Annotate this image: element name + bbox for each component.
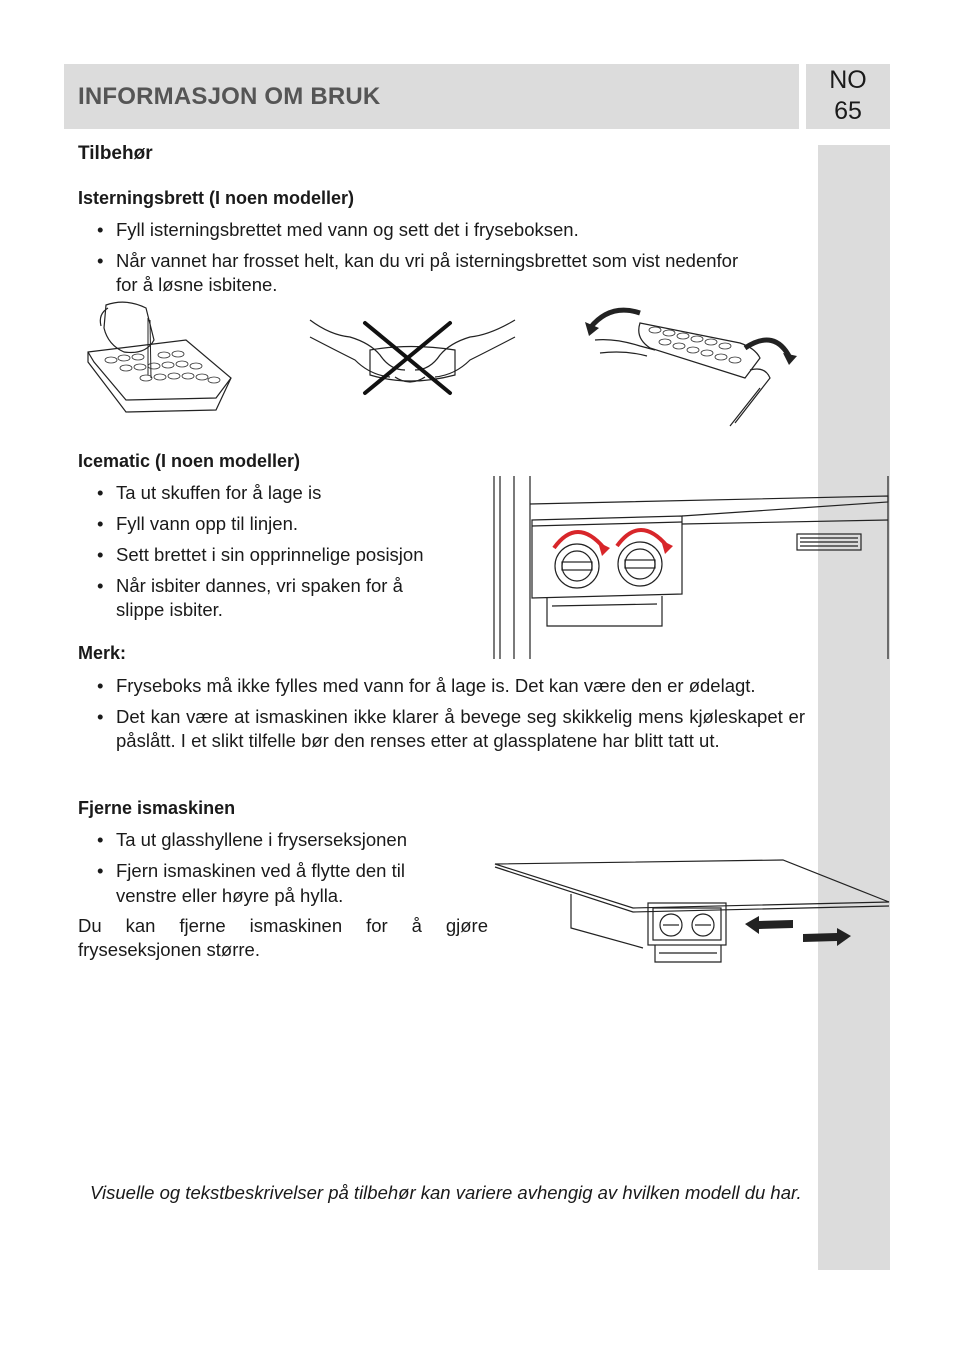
- list-item-continuation: for å løsne isbitene.: [116, 274, 278, 295]
- remove-paragraph: Du kan fjerne ismaskinen for å gjøre fryseseksjonen større.: [78, 915, 488, 960]
- ice-tray-fill-illustration: [86, 300, 236, 415]
- remove-icemaker-illustration: [493, 858, 891, 966]
- ice-tray-heading: Isterningsbrett (I noen modeller): [78, 188, 355, 208]
- side-strip: [818, 145, 890, 1270]
- language-code: NO: [829, 66, 867, 94]
- list-item: • Det kan være at ismaskinen ikke klarer å bevege seg skikkelig mens kjøleskapet er påslått. I et slikt tilfelle bør den renses etter at glassplatene har blitt tatt ut.: [97, 706, 805, 751]
- twist-tray-illustration: [585, 298, 800, 428]
- note-heading: Merk:: [78, 643, 127, 663]
- list-item-continuation: venstre eller høyre på hylla.: [116, 885, 344, 906]
- section-title: Tilbehør: [78, 143, 153, 164]
- remove-heading: Fjerne ismaskinen: [78, 798, 236, 818]
- no-twist-cross-illustration: [310, 315, 515, 400]
- icematic-heading: Icematic (I noen modeller): [78, 451, 301, 471]
- language-page-box: [806, 64, 890, 129]
- page-title: INFORMASJON OM BRUK: [78, 83, 381, 110]
- footer-note: Visuelle og tekstbeskrivelser på tilbehør kan variere avhengig av hvilken modell du har.: [90, 1182, 802, 1203]
- header-bar: [64, 64, 799, 129]
- list-item-continuation: slippe isbiter.: [116, 599, 223, 620]
- icematic-knobs-illustration: [492, 476, 890, 659]
- page-number: 65: [834, 97, 862, 125]
